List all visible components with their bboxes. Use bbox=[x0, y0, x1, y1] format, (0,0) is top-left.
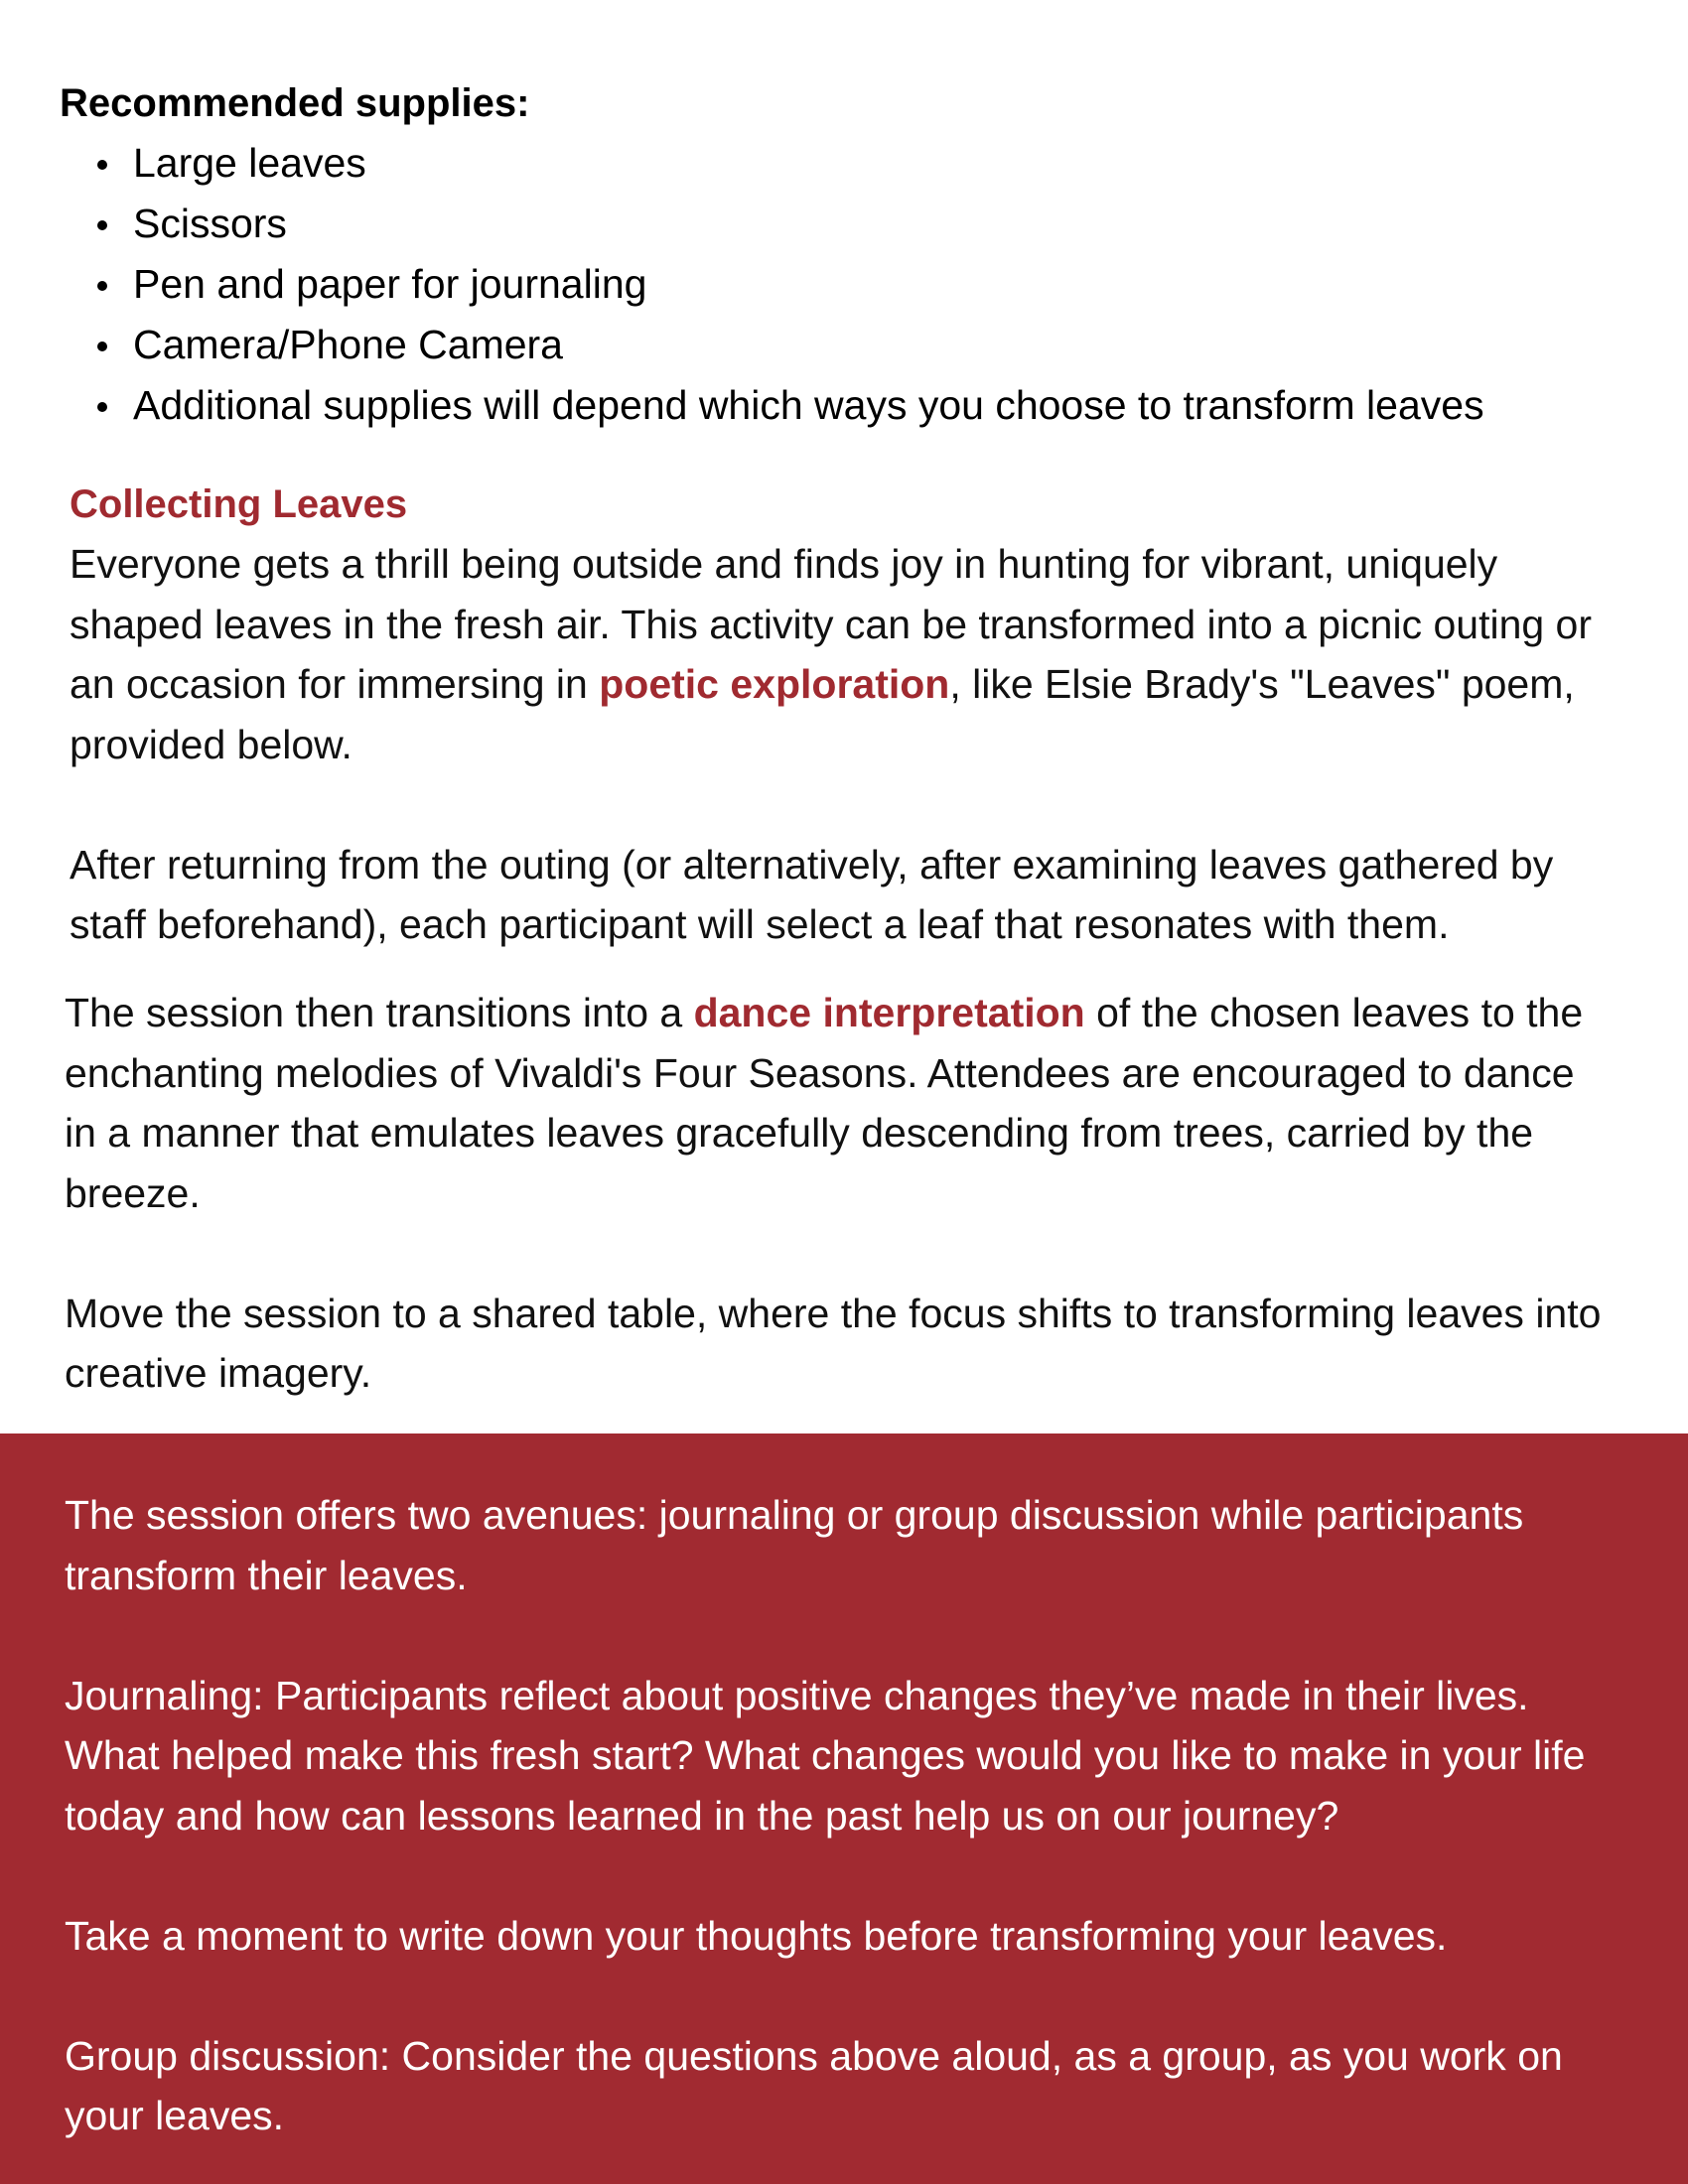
supplies-heading: Recommended supplies: bbox=[60, 81, 530, 125]
collecting-leaves-section bbox=[70, 475, 1618, 955]
supply-item-label: Additional supplies will depend which ways you choose to transform leaves bbox=[133, 382, 1484, 428]
journaling-paragraph: Journaling: Participants reflect about positive changes they’ve made in their lives. What helped make this fresh start? What changes would you like to make in your life today and how can lessons learned in the past help us on our journey? bbox=[65, 1672, 1586, 1839]
bullet-icon bbox=[97, 402, 107, 412]
text-run: Everyone gets a thrill being outside and finds joy in hunting for vibrant, uniquely shaped leaves in the fresh air. This activity can be transformed into a picnic outing or an occasion for immersing in bbox=[70, 541, 1593, 707]
avenues-paragraph: The session offers two avenues: journaling or group discussion while participants transform their leaves. bbox=[65, 1492, 1524, 1598]
group-discussion-paragraph: Group discussion: Consider the questions above aloud, as a group, as you work on your leaves. bbox=[65, 2032, 1563, 2138]
supply-item bbox=[60, 254, 1609, 315]
returning-paragraph: After returning from the outing (or alternatively, after examining leaves gathered by staff beforehand), each participant will select a leaf that resonates with them. bbox=[70, 841, 1554, 947]
dance-interpretation-highlight: dance interpretation bbox=[693, 990, 1085, 1035]
bullet-icon bbox=[97, 281, 107, 291]
supply-item bbox=[60, 133, 1609, 194]
session-section bbox=[65, 983, 1614, 1404]
bullet-icon bbox=[97, 160, 107, 170]
text-run: The session then transitions into a bbox=[65, 990, 694, 1035]
collecting-paragraph bbox=[70, 534, 1618, 774]
supplies-list bbox=[60, 133, 1609, 436]
supply-item-label: Pen and paper for journaling bbox=[133, 261, 647, 307]
text-run: of the chosen leaves to the enchanting melodies of Vivaldi's Four Seasons. Attendees are encouraged to dance in a manner that emulates leaves gracefully descending from trees, carried by the breeze. bbox=[65, 990, 1584, 1216]
supply-item bbox=[60, 194, 1609, 254]
supplies-section bbox=[60, 75, 1609, 436]
discussion-band-content bbox=[65, 1485, 1623, 2146]
shared-table-paragraph: Move the session to a shared table, where the focus shifts to transforming leaves into creative imagery. bbox=[65, 1290, 1602, 1396]
bullet-icon bbox=[97, 341, 107, 351]
poetic-exploration-highlight: poetic exploration bbox=[599, 661, 950, 707]
text-run: , like Elsie Brady's "Leaves" poem, provided below. bbox=[70, 661, 1575, 767]
bullet-icon bbox=[97, 220, 107, 230]
dance-paragraph bbox=[65, 983, 1614, 1223]
supply-item-label: Camera/Phone Camera bbox=[133, 322, 563, 367]
collecting-leaves-heading: Collecting Leaves bbox=[70, 482, 408, 526]
supply-item bbox=[60, 375, 1609, 436]
discussion-band bbox=[0, 1433, 1688, 2184]
supply-item-label: Large leaves bbox=[133, 140, 366, 186]
supply-item bbox=[60, 315, 1609, 375]
write-thoughts-paragraph: Take a moment to write down your thoughts before transforming your leaves. bbox=[65, 1912, 1448, 1959]
supply-item-label: Scissors bbox=[133, 201, 287, 246]
